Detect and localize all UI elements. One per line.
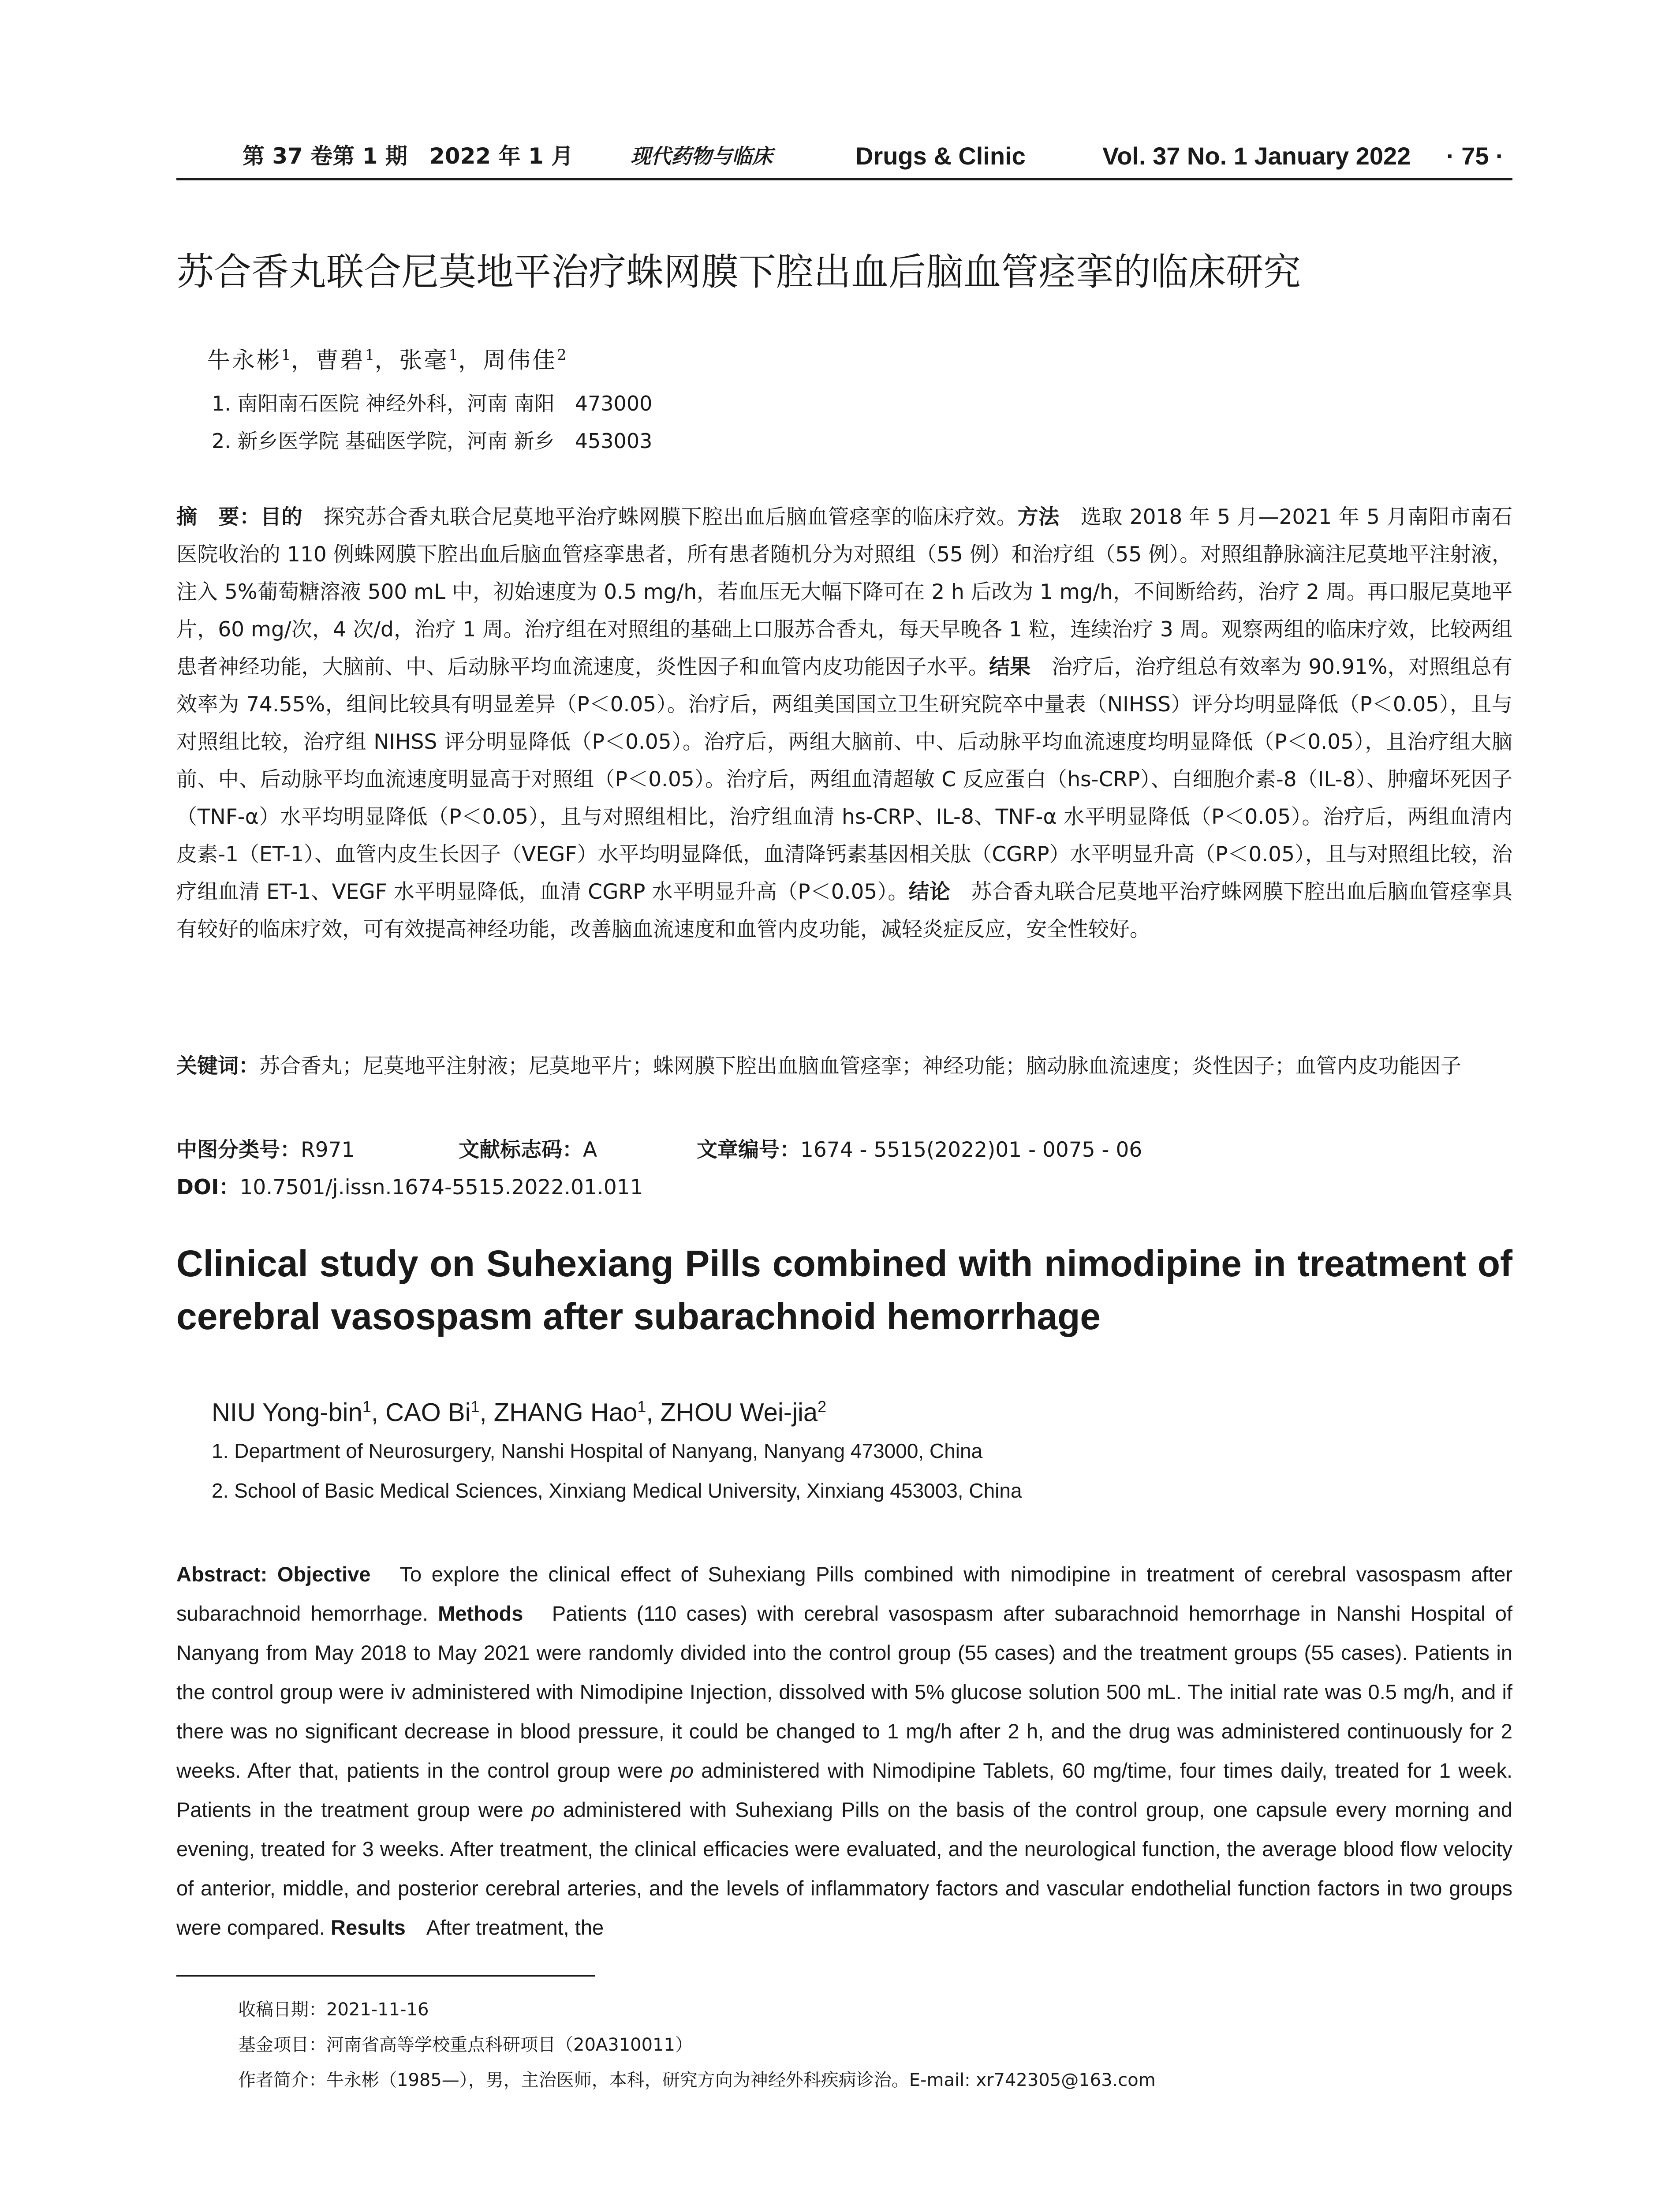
author-cn: 周伟佳 [483,347,557,374]
received-label: 收稿日期： [238,1999,326,2020]
methods-label-cn: 方法 [1017,505,1060,529]
keywords-text: 苏合香丸；尼莫地平注射液；尼莫地平片；蛛网膜下腔出血脑血管痉挛；神经功能；脑动脉血流速度；炎性因子；血管内皮功能因子 [259,1054,1461,1078]
running-header [176,140,1512,180]
fund-label: 基金项目： [238,2035,326,2055]
author-affiliation-mark: 1 [470,1398,480,1416]
methods-text-en-2: administered with Nimodipine Tablets, 60 mg/time, four times daily, treated for 1 week. Patients in the treatment group were [176,1759,1512,1821]
footnote-author-bio [238,2066,1156,2094]
title-en: Clinical study on Suhexiang Pills combined with nimodipine in treatment of cerebral vasospasm after subarachnoid hemorrhage [176,1243,1512,1337]
doi-label: DOI： [176,1175,240,1200]
doi-line [176,1169,1512,1206]
author-cn: 张毫 [399,347,449,374]
article-no-label: 文章编号： [697,1138,800,1162]
footnote-fund [238,2031,693,2059]
author-bio-label: 作者简介： [238,2070,326,2090]
author-en: ZHOU Wei-jia [660,1398,818,1427]
objective-text-en: To explore the clinical effect of Suhexiang Pills combined with nimodipine in treatment of cerebral vasospasm after subarachnoid hemorrhage. [176,1562,1512,1625]
conclusion-text-cn: 苏合香丸联合尼莫地平治疗蛛网膜下腔出血后脑血管痉挛具有较好的临床疗效，可有效提高神经功能，改善脑血流速度和血管内皮功能，减轻炎症反应，安全性较好。 [176,880,1512,942]
po-italic: po [670,1759,694,1782]
affiliation-cn-2: 2. 新乡医学院 基础医学院，河南 新乡 453003 [212,429,653,453]
affiliation-en-1: 1. Department of Neurosurgery, Nanshi Hospital of Nanyang, Nanyang 473000, China [212,1439,983,1462]
results-label-cn: 结果 [989,655,1031,679]
clc-label: 中图分类号： [176,1138,301,1162]
header-journal-cn: 现代药物与临床 [631,144,773,168]
methods-text-cn: 选取 2018 年 5 月—2021 年 5 月南阳市南石医院收治的 110 例蛛网膜下腔出血后脑血管痉挛患者，所有患者随机分为对照组（55 例）和治疗组（55 例）。对照组静脉滴注尼莫地平注射液，注入 5%葡萄糖溶液 500 mL 中，初始速度为 0.5 mg/h，若血压无大幅下降可在 2 h 后改为 1 mg/h，不间断给药，治疗 2 周。再口服尼莫地平片，60 mg/次，4 次/d，治疗 1 周。治疗组在对照组的基础上口服苏合香丸，每天早晚各 1 粒，连续治疗 3 周。观察两组的临床疗效，比较两组患者神经功能，大脑前、中、后动脉平均血流速度，炎性因子和血管内皮功能因子水平。 [176,505,1513,679]
keywords-label: 关键词： [176,1054,259,1078]
author-affiliation-mark: 2 [818,1398,827,1416]
article-no-value: 1674 - 5515(2022)01 - 0075 - 06 [800,1138,1142,1162]
authors-en [212,1389,826,1430]
header-page-number: · 75 · [1446,142,1504,170]
methods-text-en-1: Patients (110 cases) with cerebral vasospasm after subarachnoid hemorrhage in Nanshi Hospital of Nanyang from May 2018 to May 2021 were randomly divided into the control group (55 cases) and the treatment groups (55 cases). Patients in the control group were iv administered with Nimodipine Injection, dissolved with 5% glucose solution 500 mL. The initial rate was 0.5 mg/h, and if there was no significant decrease in blood pressure, it could be changed to 1 mg/h after 2 h, and the drug was administered continuously for 2 weeks. After that, patients in the control group were [176,1602,1513,1782]
doc-code-label: 文献标志码： [459,1138,583,1162]
doi-value: 10.7501/j.issn.1674-5515.2022.01.011 [239,1175,643,1200]
author-affiliation-mark: 1 [281,346,291,364]
po-italic: po [531,1798,555,1821]
footnote-received [238,1996,429,2024]
author-en: NIU Yong-bin [212,1398,362,1427]
header-journal-en: Drugs & Clinic [855,142,1026,170]
classification-line [176,1131,1512,1169]
author-affiliation-mark: 1 [365,346,375,364]
author-affiliation-mark: 1 [637,1398,646,1416]
author-en: CAO Bi [385,1398,471,1427]
header-volume-issue-cn: 第 37 卷第 1 期 2022 年 1 月 [243,143,574,169]
author-affiliation-mark: 1 [448,346,458,364]
author-cn: 牛永彬 [207,347,282,374]
affiliation-cn-1: 1. 南阳南石医院 神经外科，河南 南阳 473000 [212,392,653,415]
author-affiliation-mark: 1 [362,1398,371,1416]
author-cn: 曹碧 [315,347,365,374]
author-affiliation-mark: 2 [557,346,567,364]
methods-text-en-3: administered with Suhexiang Pills on the basis of the control group, one capsule every morning and evening, treated for 3 weeks. After treatment, the clinical efficacies were evaluated, and the neurological function, the average blood flow velocity of anterior, middle, and posterior cerebral arteries, and the levels of inflammatory factors and vascular endothelial function factors in two groups were compared. [176,1798,1512,1939]
footnote-rule [176,1975,595,1977]
methods-label-en: Methods [438,1602,523,1625]
abstract-cn [176,498,1512,948]
author-en: ZHANG Hao [493,1398,638,1427]
authors-cn: 牛永彬$^1$，曹碧$^1$，张毫$^1$，周伟佳$^2$ [207,346,567,374]
header-rule [176,178,1512,180]
fund-text: 河南省高等学校重点科研项目（20A310011） [326,2035,693,2055]
abstract-cn-label: 摘 要： [176,505,261,529]
abstract-en-label: Abstract: [176,1562,268,1586]
author-separator: , [479,1398,494,1427]
author-separator: , [371,1398,386,1427]
results-text-cn: 治疗后，治疗组总有效率为 90.91%，对照组总有效率为 74.55%，组间比较具有明显差异（P＜0.05）。治疗后，两组美国国立卫生研究院卒中量表（NIHSS）评分均明显降低（P＜0.05），且与对照组比较，治疗组 NIHSS 评分明显降低（P＜0.05）。治疗后，两组大脑前、中、后动脉平均血流速度均明显降低（P＜0.05），且治疗组大脑前、中、后动脉平均血流速度明显高于对照组（P＜0.05）。治疗后，两组血清超敏 C 反应蛋白（hs-CRP）、白细胞介素-8（IL-8）、肿瘤坏死因子（TNF-α）水平均明显降低（P＜0.05），且与对照组相比，治疗组血清 hs-CRP、IL-8、TNF-α 水平明显降低（P＜0.05）。治疗后，两组血清内皮素-1（ET-1）、血管内皮生长因子（VEGF）水平均明显降低，血清降钙素基因相关肽（CGRP）水平明显升高（P＜0.05），且与对照组比较，治疗组血清 ET-1、VEGF 水平明显降低，血清 CGRP 水平明显升高（P＜0.05）。 [176,655,1513,904]
keywords-cn [176,1047,1512,1085]
objective-text-cn: 探究苏合香丸联合尼莫地平治疗蛛网膜下腔出血后脑血管痉挛的临床疗效。 [302,505,1018,529]
objective-label-cn: 目的 [260,505,303,529]
results-label-en: Results [331,1916,406,1939]
results-text-en: After treatment, the [405,1916,604,1939]
objective-label-en: Objective [277,1562,371,1586]
author-separator: , [646,1398,661,1427]
received-date: 2021-11-16 [326,1999,429,2020]
doc-code-value: A [583,1138,597,1162]
affiliation-en-2: 2. School of Basic Medical Sciences, Xinxiang Medical University, Xinxiang 453003, China [212,1479,1022,1502]
title-cn: 苏合香丸联合尼莫地平治疗蛛网膜下腔出血后脑血管痉挛的临床研究 [176,250,1301,294]
abstract-en [176,1555,1512,1947]
author-bio-text: 牛永彬（1985—），男，主治医师，本科，研究方向为神经外科疾病诊治。E-mail: xr742305@163.com [326,2070,1156,2090]
conclusion-label-cn: 结论 [908,880,950,904]
clc-value: R971 [301,1138,355,1162]
header-volume-issue-en: Vol. 37 No. 1 January 2022 [1102,142,1411,170]
